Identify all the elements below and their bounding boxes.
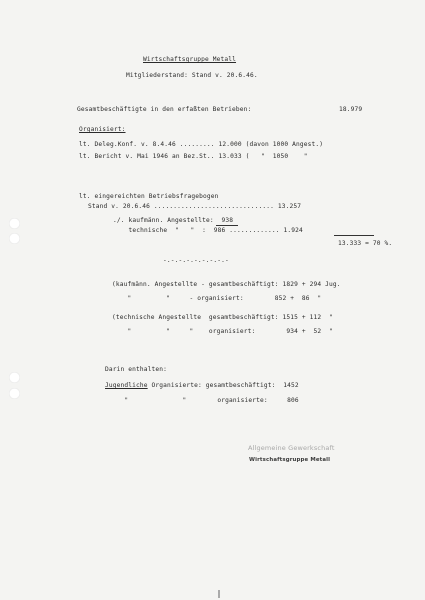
punch-hole — [9, 372, 20, 383]
techn-line-1: (technische Angestellte gesamtbeschäftigt: 1515 + 112 " — [112, 314, 333, 321]
document-title: Wirtschaftsgruppe Metall — [143, 56, 237, 63]
total-value: 18.979 — [339, 106, 363, 113]
fragebogen-line-2: Stand v. 20.6.46 ............................... 13.257 — [88, 203, 302, 210]
fragebogen-line-3: ./. kaufmänn. Angestellte: 938 — [113, 217, 234, 224]
darin-heading: Darin enthalten: — [105, 366, 168, 373]
jugendliche-label: Jugendliche — [105, 382, 148, 389]
punch-hole — [9, 233, 20, 244]
stamp-line-1: Allgemeine Gewerkschaft — [248, 444, 335, 452]
organisiert-line-1: lt. Deleg.Konf. v. 8.4.46 ......... 12.000 (davon 1000 Angest.) — [79, 141, 324, 148]
subtotal-rule — [216, 225, 238, 226]
subtotal-rule — [334, 235, 374, 236]
section-separator: -.-.-.-.-.-.-.-.- — [163, 257, 229, 264]
darin-line-2: " " organisierte: 806 — [105, 397, 299, 404]
document-subtitle: Mitgliederstand: Stand v. 20.6.46. — [126, 72, 258, 79]
techn-line-2: " " " organisiert: 934 + 52 " — [112, 328, 333, 335]
fragebogen-result: 13.333 = 70 %. — [338, 240, 393, 247]
fragebogen-line-4: technische " " : 986 ............. 1.924 — [113, 227, 303, 234]
punch-hole — [9, 218, 20, 229]
organisiert-heading: Organisiert: — [79, 126, 126, 133]
darin-line-1 — [105, 383, 299, 389]
total-label: Gesamtbeschäftigte in den erfaßten Betrieben: — [77, 106, 252, 113]
darin-line-1-rest: Organisierte: gesamtbeschäftigt: 1452 — [147, 382, 299, 389]
organisiert-line-2: lt. Bericht v. Mai 1946 an Bez.St.. 13.033 ( " 1050 " — [79, 153, 308, 160]
scan-mark — [218, 590, 220, 598]
stamp-line-2: Wirtschaftsgruppe Metall — [249, 457, 331, 463]
kaufm-line-1: (kaufmänn. Angestellte - gesamtbeschäftigt: 1829 + 294 Jug. — [112, 281, 341, 288]
fragebogen-line-1: lt. eingereichten Betriebsfragebogen — [79, 193, 219, 200]
kaufm-line-2: " " - organisiert: 852 + 86 " — [112, 295, 322, 302]
punch-hole — [9, 388, 20, 399]
